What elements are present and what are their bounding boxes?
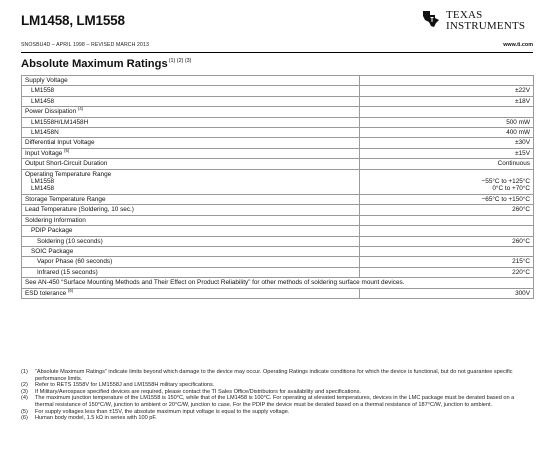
table-row	[22, 159, 534, 169]
table-row	[22, 194, 534, 204]
parameter-cell	[22, 215, 360, 225]
parameter-label: LM1458	[31, 97, 55, 105]
table-row	[22, 117, 534, 127]
parameter-cell	[22, 236, 360, 246]
parameter-label: Soldering Information	[25, 216, 86, 224]
value-cell: 400 mW	[360, 128, 534, 138]
table-row	[22, 226, 534, 236]
value-cell: 215°C	[360, 257, 534, 267]
footnote	[21, 409, 533, 416]
parameter-label: Soldering (10 seconds)	[37, 237, 103, 245]
parameter-label: Power Dissipation	[25, 108, 77, 116]
value-cell: 300V	[360, 288, 534, 298]
parameter-cell	[22, 226, 360, 236]
table-row	[22, 86, 534, 96]
parameter-subline: LM1558	[31, 178, 55, 186]
table-row	[22, 246, 534, 256]
parameter-cell	[22, 138, 360, 148]
table-row	[22, 169, 534, 194]
value-cell	[360, 215, 534, 225]
table-row	[22, 96, 534, 106]
footnote	[21, 395, 533, 408]
footnote	[21, 369, 533, 382]
parameter-label: LM1458N	[31, 129, 59, 137]
table-cell-note: See AN-450 “Surface Mounting Methods and Their Effect on Product Reliability” for other methods of soldering surface mount devices.	[22, 278, 534, 288]
parameter-cell	[22, 288, 360, 298]
parameter-label: SOIC Package	[31, 247, 74, 255]
parameter-label: ESD tolerance	[25, 289, 67, 297]
parameter-label: LM1558H/LM1458H	[31, 118, 89, 126]
parameter-cell	[22, 194, 360, 204]
value-cell: 500 mW	[360, 117, 534, 127]
parameter-cell	[22, 257, 360, 267]
parameter-cell	[22, 128, 360, 138]
table-row	[22, 236, 534, 246]
parameter-label: Infrared (15 seconds)	[37, 268, 98, 276]
table-row	[22, 205, 534, 215]
parameter-cell	[22, 86, 360, 96]
parameter-cell	[22, 76, 360, 86]
ti-wordmark-line2: INSTRUMENTS	[446, 20, 526, 32]
footnote-ref: (4)	[77, 106, 84, 112]
value-cell: ±22V	[360, 86, 534, 96]
value-cell: ±15V	[360, 148, 534, 158]
document-reference: SNOSBU4D – APRIL 1998 – REVISED MARCH 2013	[21, 42, 149, 48]
table-row	[22, 138, 534, 148]
parameter-cell	[22, 205, 360, 215]
value-cell: Continuous	[360, 159, 534, 169]
website-link[interactable]: www.ti.com	[503, 42, 533, 48]
parameter-label: Differential Input Voltage	[25, 139, 95, 147]
footnote-text: If Military/Aerospace specified devices are required, please contact the TI Sales Office/Distributors for availability and specifications.	[35, 388, 361, 395]
parameter-label: PDIP Package	[31, 227, 73, 235]
table-row	[22, 288, 534, 298]
footnote-number: (3)	[21, 388, 28, 395]
texas-instruments-logo	[421, 8, 533, 34]
value-line: 0°C to +70°C	[492, 185, 530, 193]
value-cell	[360, 226, 534, 236]
footnote	[21, 382, 533, 389]
parameter-label: Operating Temperature Range	[25, 170, 112, 178]
footnote-number: (4)	[21, 395, 28, 402]
value-cell: 260°C	[360, 236, 534, 246]
footnote	[21, 389, 533, 396]
parameter-cell	[22, 107, 360, 117]
value-cell	[360, 169, 534, 194]
parameter-cell	[22, 117, 360, 127]
value-cell	[360, 107, 534, 117]
parameter-label: Storage Temperature Range	[25, 195, 106, 203]
value-cell: 220°C	[360, 267, 534, 277]
footnote-text: Refer to RETS 1558V for LM1558J and LM1558H military specifications.	[35, 382, 215, 389]
footnote-text: The maximum junction temperature of the LM1558 is 150°C, while that of the LM1458 is 100°C. For operating at elevated temperatures, devices in the LMC package must be derated based on a thermal resistance of 150°C/W, junction to ambient or 20°C/W, junction to case. For the PDIP the device must be derated based on a thermal resistance of 187°C/W, junction to ambient.	[35, 395, 515, 408]
value-cell	[360, 76, 534, 86]
parameter-label: Output Short-Circuit Duration	[25, 160, 108, 168]
footnote-ref: (6)	[68, 287, 74, 293]
parameter-cell	[22, 159, 360, 169]
table-row	[22, 257, 534, 267]
parameter-cell	[22, 169, 360, 194]
parameter-cell	[22, 148, 360, 158]
table-row	[22, 215, 534, 225]
value-cell: −65°C to +150°C	[360, 194, 534, 204]
table-row	[22, 148, 534, 158]
header-divider	[21, 52, 533, 53]
ratings-table	[21, 75, 534, 299]
section-title	[21, 58, 191, 70]
footnotes	[21, 369, 533, 422]
parameter-label: Supply Voltage	[25, 77, 68, 84]
table-row	[22, 107, 534, 117]
table-row	[22, 267, 534, 277]
footnote	[21, 415, 533, 422]
footnote-text: For supply voltages less than ±15V, the absolute maximum input voltage is equal to the supply voltage.	[35, 408, 290, 415]
parameter-label: Input Voltage	[25, 149, 63, 157]
ti-wordmark-line1: TEXAS	[446, 9, 483, 21]
value-line: −55°C to +125°C	[481, 178, 530, 186]
footnote-text: “Absolute Maximum Ratings” indicate limits beyond which damage to the device may occur. Operating Ratings indicate conditions for which the device is functional, but do not guarantee specific performance limits.	[35, 369, 513, 382]
value-cell: 260°C	[360, 205, 534, 215]
table-row	[22, 278, 534, 288]
parameter-label: Lead Temperature (Soldering, 10 sec.)	[25, 206, 134, 214]
ti-state-icon	[421, 9, 441, 29]
table-row	[22, 76, 534, 86]
value-cell	[360, 246, 534, 256]
parameter-cell	[22, 96, 360, 106]
section-title-text: Absolute Maximum Ratings	[21, 58, 168, 70]
footnote-ref: (5)	[64, 147, 70, 153]
footnote-number: (2)	[21, 382, 28, 389]
value-cell: ±18V	[360, 96, 534, 106]
parameter-cell	[22, 267, 360, 277]
parameter-cell	[22, 246, 360, 256]
footnote-number: (5)	[21, 408, 28, 415]
ti-wordmark	[446, 10, 525, 32]
parameter-label: LM1558	[31, 87, 55, 95]
parameter-label: Vapor Phase (60 seconds)	[37, 258, 113, 266]
table-row	[22, 128, 534, 138]
parameter-subline: LM1458	[31, 185, 55, 193]
document-title: LM1458, LM1558	[21, 13, 125, 28]
section-title-refs: (1) (2) (3)	[168, 58, 192, 65]
footnote-number: (1)	[21, 369, 28, 375]
footnote-number: (6)	[21, 415, 28, 422]
value-cell: ±30V	[360, 138, 534, 148]
footnote-text: Human body model, 1.5 kΩ in series with 100 pF.	[35, 415, 157, 422]
